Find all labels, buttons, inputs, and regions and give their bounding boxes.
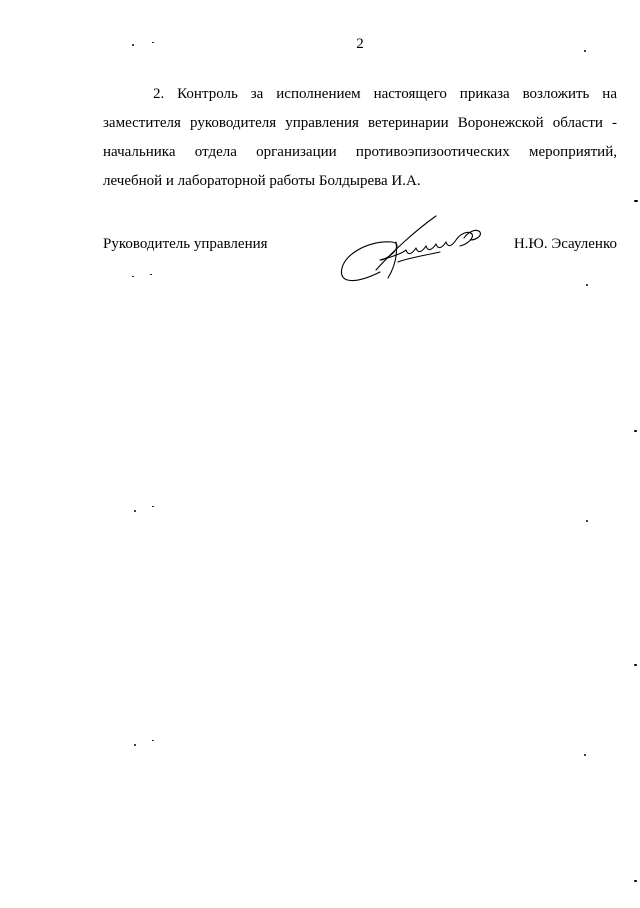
handwritten-signature [336,212,486,292]
scan-speck [584,754,586,756]
order-paragraph: 2. Контроль за исполнением настоящего приказа возложить на заместителя руководителя управления ветеринарии Воронежской области - начальника отдела организации противоэпизоотических мероприятий, лечебной и лабораторной работы Болдырева И.А. [103,86,617,189]
scan-speck [586,520,588,522]
scan-speck [634,664,637,666]
scan-speck [152,506,154,507]
scan-speck [134,510,136,512]
scan-speck [150,274,152,275]
scan-speck [634,880,637,882]
scan-speck [634,430,637,432]
scan-speck [584,50,586,52]
scan-speck [134,744,136,746]
scan-speck [132,44,134,46]
page-number: 2 [356,36,364,52]
signatory-name: Н.Ю. Эсауленко [513,236,617,252]
scan-speck [586,284,588,286]
scan-speck [152,740,154,741]
scan-speck [634,200,638,202]
scan-speck [132,276,134,277]
scan-speck [152,42,154,43]
signatory-title: Руководитель управления [103,236,268,252]
